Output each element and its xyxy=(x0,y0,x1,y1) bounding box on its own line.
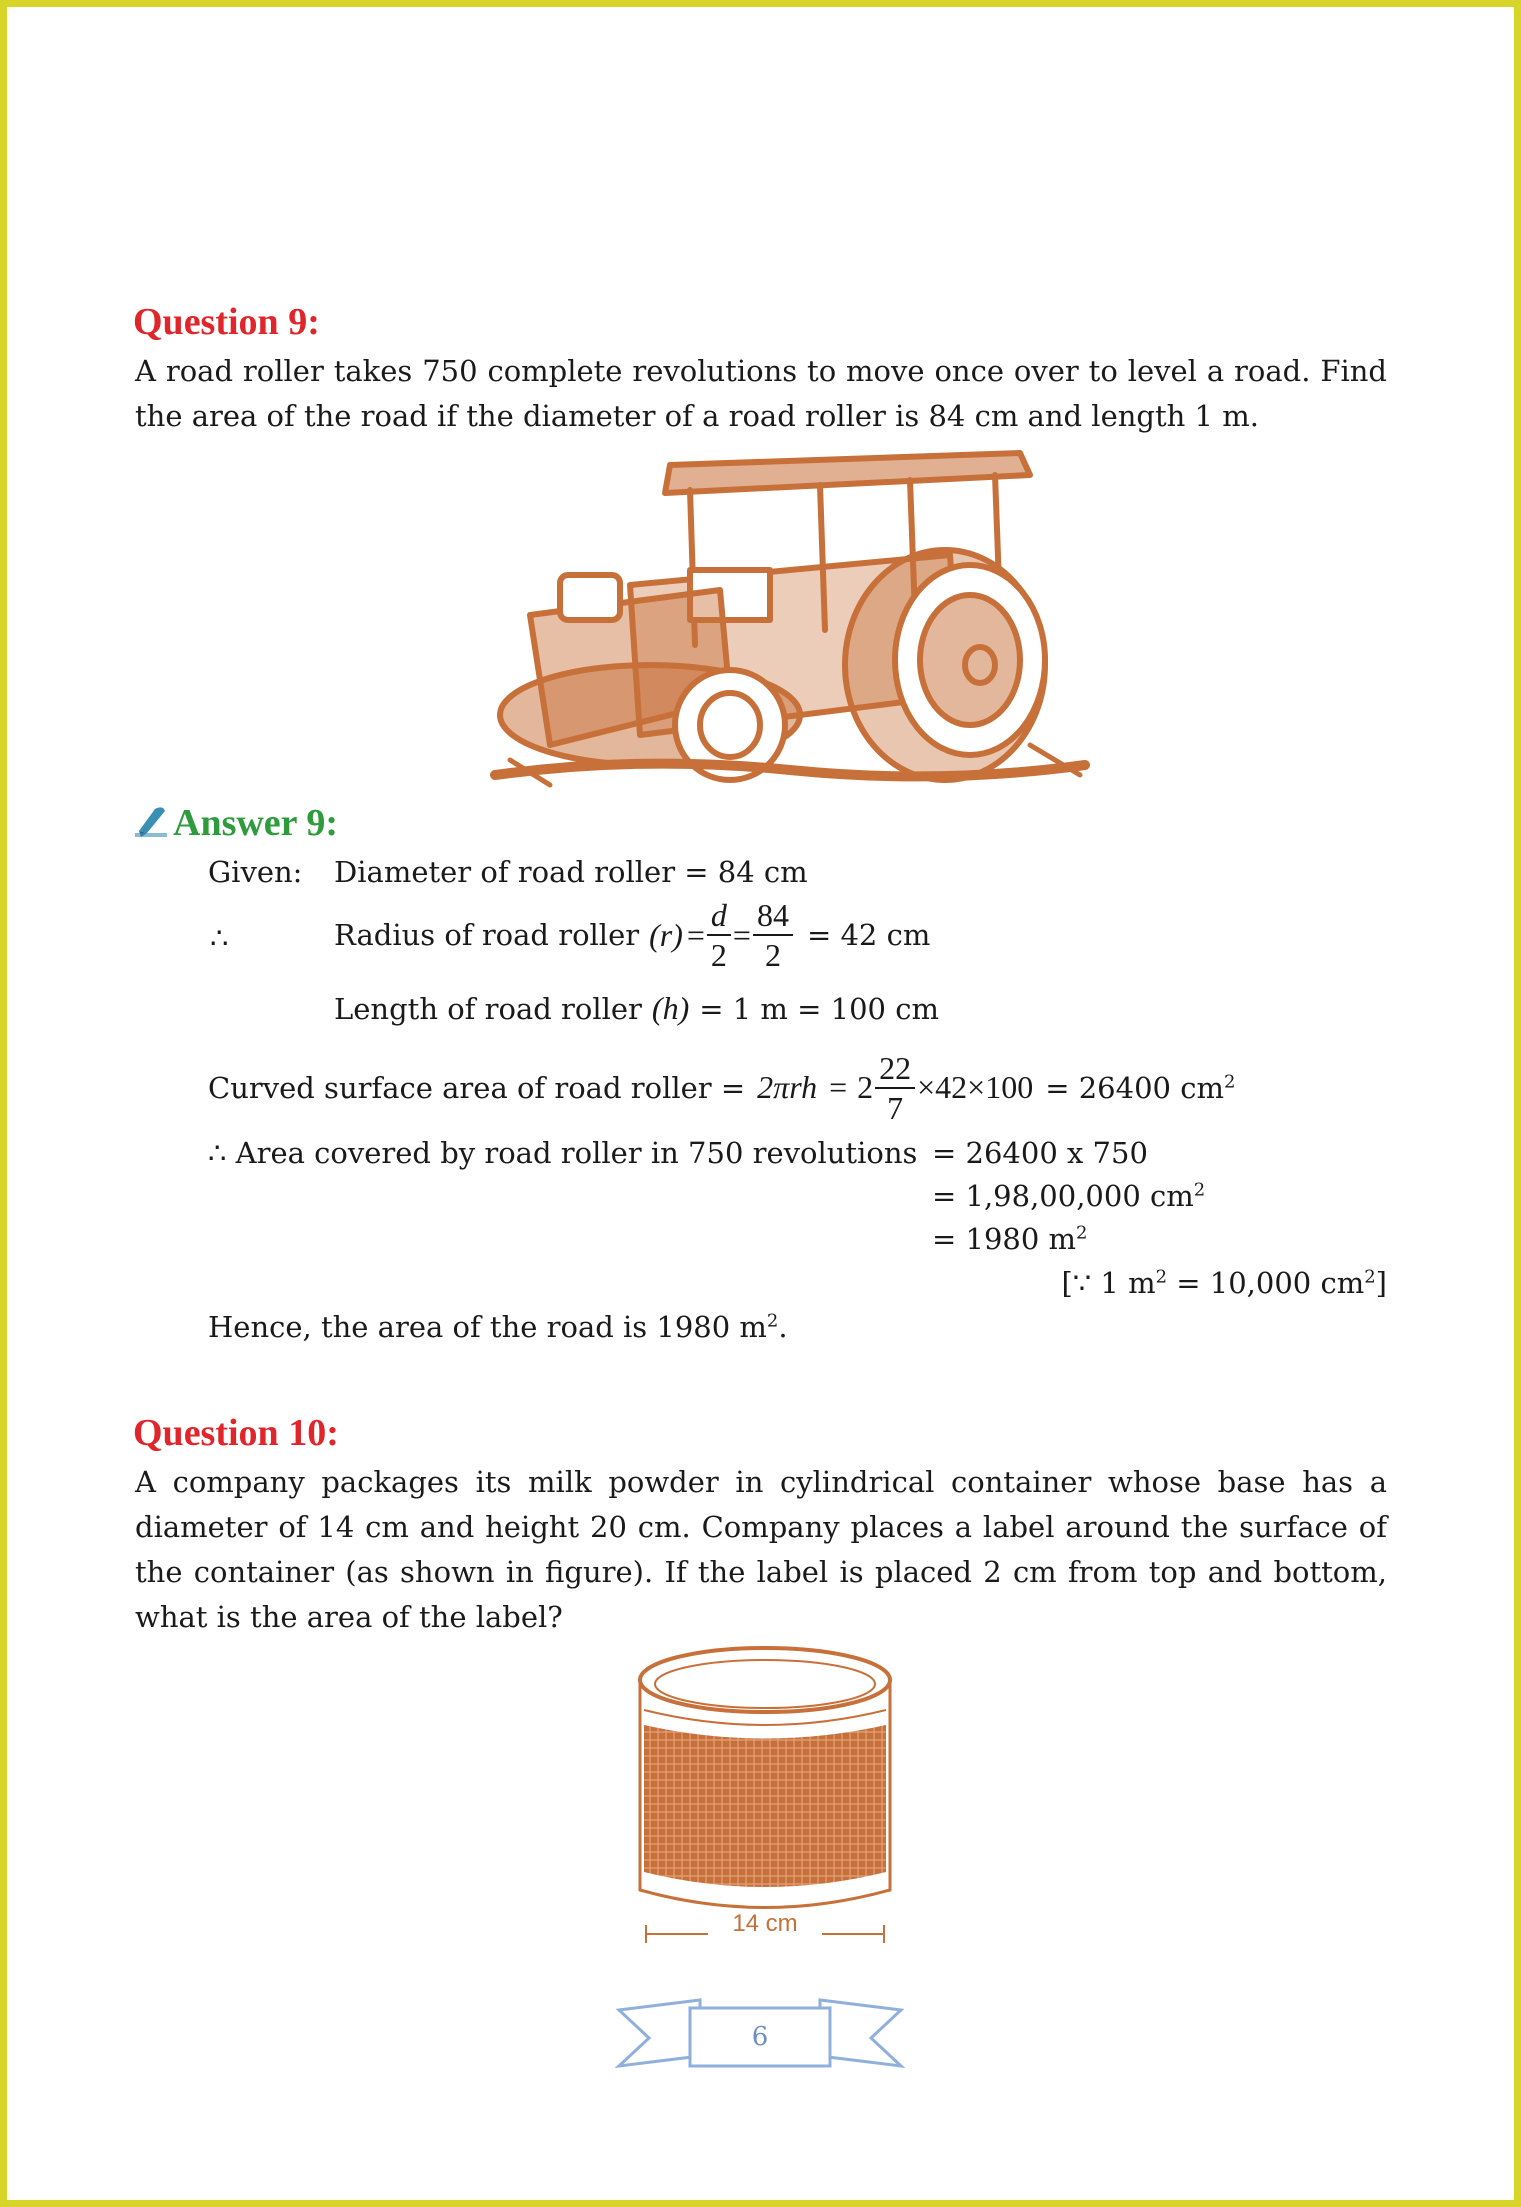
question-9-text: A road roller takes 750 complete revolutions to move once over to level a road. Find the area of the road if the diameter of a road roller is 84 cm and length 1 m. xyxy=(135,354,1387,433)
radius-fraction-84: $\frac{84}{2}$ xyxy=(753,896,793,974)
container-dimension-label: 14 cm xyxy=(732,1910,798,1937)
csa-formula: 2πrh xyxy=(757,1069,818,1105)
area-step-2: = 1,98,00,000 $cm^2$ xyxy=(932,1179,1206,1213)
length-line xyxy=(334,990,939,1027)
therefore-symbol: ∴ xyxy=(210,921,229,955)
radius-fraction-d: $\frac{d}{2}$ xyxy=(707,896,731,974)
length-result: = 1 m = 100 cm xyxy=(699,991,939,1026)
unit-note: [∵ 1 $m^2 = 10,000$ $cm^2$] xyxy=(1061,1266,1387,1300)
height-symbol: (h) xyxy=(651,990,690,1026)
given-text: Diameter of road roller = 84 cm xyxy=(334,855,808,889)
conclusion: Hence, the area of the road is 1980 $m^2$. xyxy=(208,1310,788,1344)
radius-result: = 42 cm xyxy=(806,918,931,952)
given-label: Given: xyxy=(208,855,303,889)
csa-label: Curved surface area of road roller = xyxy=(208,1070,746,1105)
pen-icon xyxy=(133,803,169,839)
length-label: Length of road roller xyxy=(334,991,642,1026)
road-roller-illustration xyxy=(490,445,1090,790)
area-step-1: = 26400 x 750 xyxy=(932,1136,1148,1170)
question-10-title: Question 10: xyxy=(133,1412,339,1454)
question-9-title: Question 9: xyxy=(133,301,320,343)
csa-fraction: $\frac{22}{7}$ xyxy=(875,1049,915,1127)
area-label: ∴ Area covered by road roller in 750 revolutions xyxy=(208,1136,918,1170)
milk-container-illustration xyxy=(630,1640,900,1945)
radius-label: Radius of road roller xyxy=(334,918,640,952)
radius-line: Radius of road roller (r) = $\frac{d}{2}$ = $\frac{84}{2}$ = 42 cm xyxy=(334,897,931,973)
radius-symbol: (r) xyxy=(649,916,683,953)
area-step-3: = 1980 $m^2$ xyxy=(932,1222,1088,1256)
page-number: 6 xyxy=(751,2022,769,2052)
csa-line: Curved surface area of road roller = 2πrh = 2 $\frac{22}{7}$ ×42×100 = 26400 $cm^2$ xyxy=(208,1049,1236,1126)
answer-9-title: Answer 9: xyxy=(173,802,339,844)
question-10-text: A company packages its milk powder in cylindrical container whose base has a diameter of 14 cm and height 20 cm. Company places a label around the surface of the container (as shown in figure). If the label is placed 2 cm from top and bottom, what is the area of the label? xyxy=(135,1465,1387,1634)
csa-multiplication: ×42×100 xyxy=(917,1069,1034,1105)
csa-result: = 26400 $cm^2$ xyxy=(1045,1070,1236,1105)
